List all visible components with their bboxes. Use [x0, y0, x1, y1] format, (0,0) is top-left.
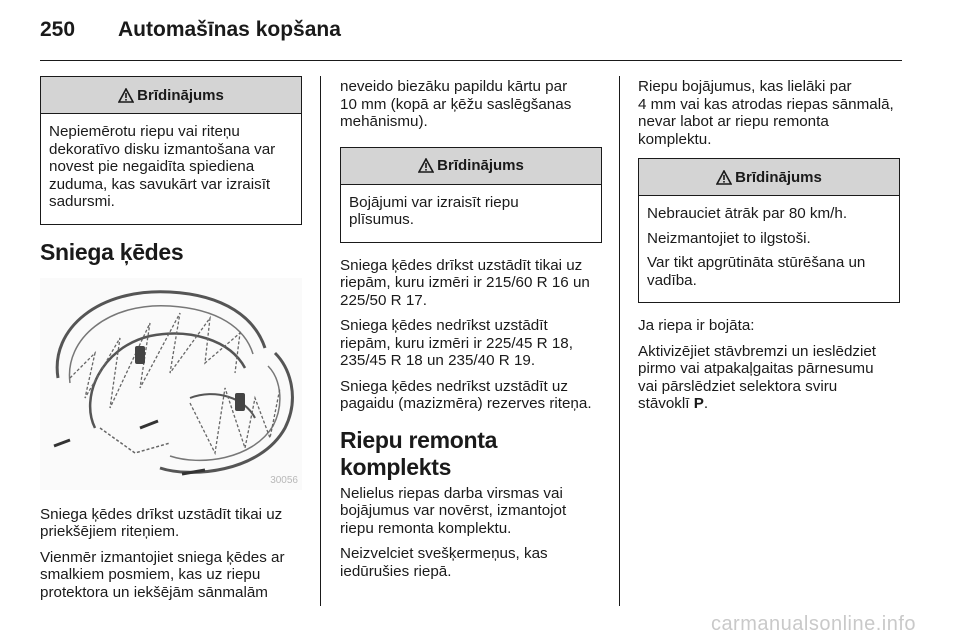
warning-box	[40, 76, 302, 225]
paragraph: Riepu bojājumus, kas lielāki par 4 mm vai kas atrodas riepas sānmalā, nevar labot ar riepu remonta komplektu.	[638, 78, 894, 148]
gear-position-p: P	[693, 395, 704, 412]
warning-header	[639, 159, 899, 196]
paragraph: Aktivizējiet stāvbremzi un ieslēdziet pirmo vai atpakaļgaitas pārnesumu vai pārslēdziet selektora sviru stāvoklī P.	[638, 342, 877, 412]
page-header	[40, 14, 902, 54]
warning-body	[639, 196, 899, 302]
warning-box	[638, 158, 900, 303]
illustration-code: 30056	[270, 474, 298, 486]
warning-text: Bojājumi var izraisīt riepu plīsumus.	[349, 193, 519, 228]
paragraph: Sniega ķēdes nedrīkst uzstādīt riepām, kuru izmēri ir 225/45 R 18, 235/45 R 18 un 235/40 R 19.	[340, 317, 573, 369]
column-divider-2	[619, 76, 620, 606]
warning-triangle-icon	[418, 158, 434, 173]
warning-header	[341, 148, 601, 185]
snow-chain-drawing	[40, 278, 302, 490]
warning-text: Neizmantojiet to ilgstoši.	[647, 229, 811, 247]
paragraph: Nelielus riepas darba virsmas vai bojājumus var novērst, izmantojot riepu remonta komplektu.	[340, 484, 567, 537]
section-title-snow-chains: Sniega ķēdes	[40, 238, 184, 265]
paragraph: Sniega ķēdes drīkst uzstādīt tikai uz priekšējiem riteņiem.	[40, 505, 283, 540]
warning-text: Nepiemērotu riepu vai riteņu dekoratīvo disku izmantošana var novest pie negaidīta spiediena zuduma, kas savukārt var izraisīt sadursmi.	[49, 123, 276, 210]
watermark: carmanualsonline.info	[710, 613, 916, 635]
warning-body	[41, 114, 301, 224]
warning-label: Brīdinājums	[437, 157, 524, 174]
paragraph: Sniega ķēdes nedrīkst uzstādīt uz pagaidu (mazizmēra) rezerves riteņa.	[340, 377, 592, 412]
paragraph: Ja riepa ir bojāta:	[638, 317, 755, 334]
warning-body	[341, 185, 601, 242]
paragraph: Vienmēr izmantojiet sniega ķēdes ar smalkiem posmiem, kas uz riepu protektora un iekšējām sānmalām	[40, 548, 285, 601]
warning-text: Nebrauciet ātrāk par 80 km/h.	[647, 205, 848, 222]
warning-header	[41, 77, 301, 114]
column-2	[340, 76, 602, 588]
page-title: Automašīnas kopšana	[118, 18, 341, 41]
warning-label: Brīdinājums	[137, 86, 224, 104]
warning-label: Brīdinājums	[735, 168, 822, 186]
column-1	[40, 76, 302, 609]
warning-triangle-icon	[118, 88, 134, 103]
column-3	[638, 76, 900, 421]
page-number: 250	[40, 18, 76, 41]
warning-text: Var tikt apgrūtināta stūrēšana un vadība.	[647, 254, 866, 289]
warning-box	[340, 147, 602, 243]
snow-chain-illustration	[40, 278, 302, 490]
column-divider-1	[320, 76, 321, 606]
warning-triangle-icon	[716, 170, 732, 185]
section-title-repair-kit: Riepu remonta komplekts	[340, 426, 498, 480]
paragraph: neveido biezāku papildu kārtu par 10 mm (kopā ar ķēžu saslēgšanas mehānismu).	[340, 78, 572, 130]
header-rule	[40, 60, 902, 61]
paragraph: Neizvelciet svešķermeņus, kas iedūrušies riepā.	[340, 545, 548, 580]
paragraph: Sniega ķēdes drīkst uzstādīt tikai uz riepām, kuru izmēri ir 215/60 R 16 un 225/50 R 17.	[340, 256, 590, 309]
